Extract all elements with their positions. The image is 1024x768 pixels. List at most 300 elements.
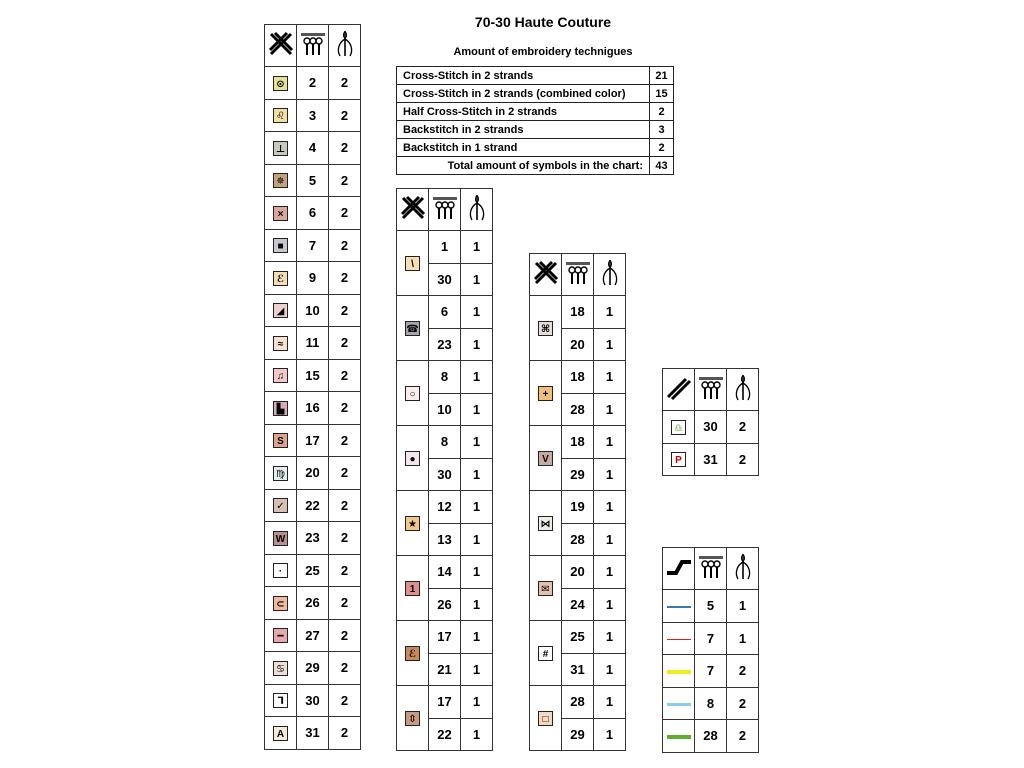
thread-number: 21 bbox=[429, 653, 461, 686]
header-cell bbox=[663, 369, 695, 411]
page-title: 70-30 Haute Couture bbox=[474, 14, 612, 30]
symbol-cell bbox=[265, 392, 297, 425]
table-row bbox=[397, 426, 493, 459]
strand-count: 2 bbox=[329, 164, 361, 197]
strand-count: 2 bbox=[329, 652, 361, 685]
strand-count: 2 bbox=[329, 619, 361, 652]
symbol-cell bbox=[397, 426, 429, 491]
symbol-cell bbox=[265, 457, 297, 490]
table-row bbox=[265, 457, 361, 490]
symbol-swatch: ♫ bbox=[273, 368, 288, 383]
table-row bbox=[530, 361, 626, 394]
summary-value: 15 bbox=[650, 85, 674, 103]
thread-number: 28 bbox=[695, 720, 727, 753]
thread-number: 8 bbox=[429, 361, 461, 394]
thread-number: 2 bbox=[297, 67, 329, 100]
thread-number: 20 bbox=[562, 556, 594, 589]
thread-spool-icon bbox=[299, 30, 327, 61]
strand-count: 1 bbox=[461, 588, 493, 621]
table-row bbox=[530, 686, 626, 719]
table-row bbox=[663, 590, 759, 623]
header-cell bbox=[297, 25, 329, 67]
thread-number: 13 bbox=[429, 523, 461, 556]
summary-value: 2 bbox=[650, 103, 674, 121]
line-cell bbox=[663, 687, 695, 720]
table-row bbox=[530, 491, 626, 524]
line-cell bbox=[663, 655, 695, 688]
thread-number: 4 bbox=[297, 132, 329, 165]
summary-total-label: Total amount of symbols in the chart: bbox=[397, 157, 650, 175]
header-cell bbox=[695, 548, 727, 590]
thread-number: 14 bbox=[429, 556, 461, 589]
backstitch-line-swatch bbox=[667, 703, 691, 707]
table-row bbox=[265, 132, 361, 165]
table-row bbox=[397, 231, 493, 264]
summary-total-row bbox=[397, 157, 674, 175]
header-cell bbox=[727, 369, 759, 411]
symbol-cell bbox=[265, 652, 297, 685]
thread-number: 8 bbox=[695, 687, 727, 720]
table-row bbox=[265, 587, 361, 620]
symbol-swatch: □ bbox=[538, 711, 553, 726]
symbol-cell bbox=[663, 411, 695, 444]
table-row bbox=[663, 687, 759, 720]
thread-number: 31 bbox=[695, 443, 727, 476]
backstitch-icon bbox=[665, 558, 693, 579]
thread-number: 12 bbox=[429, 491, 461, 524]
symbol-cell bbox=[265, 262, 297, 295]
thread-number: 23 bbox=[297, 522, 329, 555]
symbol-swatch: ☎ bbox=[405, 321, 420, 336]
thread-spool-icon bbox=[564, 259, 592, 290]
symbol-swatch: ✉ bbox=[538, 581, 553, 596]
symbol-swatch: ✓ bbox=[273, 498, 288, 513]
thread-number: 26 bbox=[297, 587, 329, 620]
strand-count: 2 bbox=[329, 359, 361, 392]
summary-row bbox=[397, 121, 674, 139]
strand-count: 2 bbox=[329, 717, 361, 750]
symbol-cell bbox=[265, 132, 297, 165]
thread-number: 20 bbox=[297, 457, 329, 490]
symbol-swatch: ♋ bbox=[273, 661, 288, 676]
summary-row bbox=[397, 67, 674, 85]
symbol-cell bbox=[397, 686, 429, 751]
symbol-swatch: ■ bbox=[273, 238, 288, 253]
strand-count: 1 bbox=[594, 361, 626, 394]
table-row bbox=[397, 621, 493, 654]
thread-number: 5 bbox=[695, 590, 727, 623]
header-cell bbox=[594, 254, 626, 296]
symbol-swatch: ♎ bbox=[671, 420, 686, 435]
thread-number: 3 bbox=[297, 99, 329, 132]
table-row bbox=[530, 296, 626, 329]
strand-count: 2 bbox=[329, 67, 361, 100]
symbol-swatch: V bbox=[538, 451, 553, 466]
table-row bbox=[397, 296, 493, 329]
strand-count: 1 bbox=[461, 491, 493, 524]
thread-number: 25 bbox=[297, 554, 329, 587]
symbol-cell bbox=[265, 717, 297, 750]
thread-number: 18 bbox=[562, 296, 594, 329]
symbol-cell bbox=[265, 99, 297, 132]
symbol-swatch: ⊥ bbox=[273, 141, 288, 156]
symbol-swatch: ⋈ bbox=[538, 516, 553, 531]
symbol-cell bbox=[265, 359, 297, 392]
symbol-cell bbox=[530, 621, 562, 686]
combined-cross-stitch-table-b bbox=[529, 253, 626, 751]
symbol-swatch: ♌ bbox=[273, 108, 288, 123]
needle-icon bbox=[466, 193, 488, 226]
symbol-swatch: ✵ bbox=[273, 173, 288, 188]
symbol-cell bbox=[397, 361, 429, 426]
summary-label: Backstitch in 2 strands bbox=[397, 121, 650, 139]
header-cell bbox=[727, 548, 759, 590]
strand-count: 1 bbox=[727, 590, 759, 623]
thread-number: 31 bbox=[562, 653, 594, 686]
thread-number: 17 bbox=[429, 621, 461, 654]
thread-number: 22 bbox=[429, 718, 461, 751]
summary-value: 3 bbox=[650, 121, 674, 139]
symbol-cell bbox=[530, 426, 562, 491]
strand-count: 1 bbox=[461, 263, 493, 296]
symbol-swatch: × bbox=[273, 206, 288, 221]
symbol-cell bbox=[530, 491, 562, 556]
strand-count: 1 bbox=[594, 296, 626, 329]
thread-number: 20 bbox=[562, 328, 594, 361]
strand-count: 2 bbox=[727, 687, 759, 720]
backstitch-line-swatch bbox=[667, 735, 691, 739]
table-row bbox=[397, 491, 493, 524]
header-cell bbox=[562, 254, 594, 296]
strand-count: 2 bbox=[329, 99, 361, 132]
symbol-swatch: P bbox=[671, 452, 686, 467]
symbol-cell bbox=[397, 491, 429, 556]
thread-number: 1 bbox=[429, 231, 461, 264]
thread-number: 28 bbox=[562, 393, 594, 426]
thread-number: 17 bbox=[297, 424, 329, 457]
thread-number: 18 bbox=[562, 426, 594, 459]
thread-number: 5 bbox=[297, 164, 329, 197]
strand-count: 2 bbox=[329, 587, 361, 620]
strand-count: 1 bbox=[727, 622, 759, 655]
strand-count: 1 bbox=[461, 523, 493, 556]
needle-icon bbox=[334, 29, 356, 62]
thread-number: 25 bbox=[562, 621, 594, 654]
table-header bbox=[663, 548, 759, 590]
symbol-swatch: A bbox=[273, 726, 288, 741]
strand-count: 1 bbox=[461, 361, 493, 394]
symbol-cell bbox=[265, 554, 297, 587]
symbol-cell bbox=[397, 621, 429, 686]
strand-count: 2 bbox=[329, 392, 361, 425]
summary-label: Cross-Stitch in 2 strands bbox=[397, 67, 650, 85]
strand-count: 2 bbox=[329, 229, 361, 262]
symbol-swatch: ♍ bbox=[273, 466, 288, 481]
table-row bbox=[397, 686, 493, 719]
strand-count: 1 bbox=[461, 653, 493, 686]
symbol-swatch: ◢ bbox=[273, 303, 288, 318]
needle-icon bbox=[599, 258, 621, 291]
strand-count: 2 bbox=[329, 424, 361, 457]
table-row bbox=[265, 554, 361, 587]
header-cell bbox=[530, 254, 562, 296]
strand-count: 2 bbox=[329, 489, 361, 522]
strand-count: 2 bbox=[329, 294, 361, 327]
strand-count: 1 bbox=[594, 588, 626, 621]
strand-count: 1 bbox=[461, 426, 493, 459]
strand-count: 1 bbox=[594, 523, 626, 556]
strand-count: 1 bbox=[594, 556, 626, 589]
symbol-swatch: W bbox=[273, 531, 288, 546]
symbol-cell bbox=[265, 229, 297, 262]
cross-stitch-icon bbox=[400, 195, 426, 224]
strand-count: 1 bbox=[461, 296, 493, 329]
strand-count: 2 bbox=[727, 411, 759, 444]
symbol-cell bbox=[265, 424, 297, 457]
strand-count: 1 bbox=[594, 686, 626, 719]
strand-count: 1 bbox=[461, 556, 493, 589]
table-row bbox=[265, 424, 361, 457]
symbol-swatch: ★ bbox=[405, 516, 420, 531]
header-cell bbox=[461, 189, 493, 231]
strand-count: 2 bbox=[329, 132, 361, 165]
header-cell bbox=[329, 25, 361, 67]
strand-count: 2 bbox=[329, 457, 361, 490]
thread-number: 17 bbox=[429, 686, 461, 719]
table-row bbox=[265, 99, 361, 132]
thread-number: 6 bbox=[429, 296, 461, 329]
symbol-cell bbox=[265, 164, 297, 197]
strand-count: 1 bbox=[594, 458, 626, 491]
table-row bbox=[663, 443, 759, 476]
symbol-swatch: # bbox=[538, 646, 553, 661]
thread-number: 7 bbox=[297, 229, 329, 262]
thread-number: 30 bbox=[429, 263, 461, 296]
thread-number: 10 bbox=[297, 294, 329, 327]
table-row bbox=[265, 717, 361, 750]
thread-number: 9 bbox=[297, 262, 329, 295]
symbol-cell bbox=[265, 67, 297, 100]
strand-count: 1 bbox=[461, 718, 493, 751]
thread-number: 10 bbox=[429, 393, 461, 426]
backstitch-table bbox=[662, 547, 759, 753]
thread-number: 7 bbox=[695, 622, 727, 655]
strand-count: 2 bbox=[727, 720, 759, 753]
thread-number: 29 bbox=[562, 718, 594, 751]
symbol-cell bbox=[397, 556, 429, 621]
table-row bbox=[265, 522, 361, 555]
symbol-cell bbox=[265, 522, 297, 555]
strand-count: 2 bbox=[329, 684, 361, 717]
summary-label: Backstitch in 1 strand bbox=[397, 139, 650, 157]
symbol-swatch: ⊂ bbox=[273, 596, 288, 611]
table-row bbox=[265, 359, 361, 392]
summary-table bbox=[396, 66, 674, 175]
table-row bbox=[265, 619, 361, 652]
table-row bbox=[663, 655, 759, 688]
symbol-cell bbox=[530, 361, 562, 426]
symbol-swatch: ≈ bbox=[273, 336, 288, 351]
strand-count: 1 bbox=[594, 426, 626, 459]
strand-count: 1 bbox=[461, 393, 493, 426]
table-header bbox=[530, 254, 626, 296]
thread-number: 22 bbox=[297, 489, 329, 522]
thread-number: 7 bbox=[695, 655, 727, 688]
symbol-swatch: ○ bbox=[405, 386, 420, 401]
symbol-cell bbox=[265, 619, 297, 652]
line-cell bbox=[663, 720, 695, 753]
symbol-cell bbox=[265, 587, 297, 620]
thread-number: 24 bbox=[562, 588, 594, 621]
table-header bbox=[265, 25, 361, 67]
thread-number: 6 bbox=[297, 197, 329, 230]
strand-count: 1 bbox=[594, 491, 626, 524]
summary-value: 21 bbox=[650, 67, 674, 85]
table-row bbox=[530, 426, 626, 459]
thread-number: 15 bbox=[297, 359, 329, 392]
strand-count: 1 bbox=[594, 653, 626, 686]
thread-number: 29 bbox=[297, 652, 329, 685]
thread-number: 26 bbox=[429, 588, 461, 621]
table-row bbox=[265, 392, 361, 425]
strand-count: 1 bbox=[461, 621, 493, 654]
thread-number: 16 bbox=[297, 392, 329, 425]
thread-number: 30 bbox=[695, 411, 727, 444]
symbol-swatch: \ bbox=[405, 256, 420, 271]
symbol-swatch: ℰ bbox=[273, 271, 288, 286]
strand-count: 2 bbox=[727, 443, 759, 476]
table-row bbox=[265, 164, 361, 197]
strand-count: 2 bbox=[329, 554, 361, 587]
thread-number: 28 bbox=[562, 686, 594, 719]
thread-spool-icon bbox=[431, 194, 459, 225]
thread-number: 19 bbox=[562, 491, 594, 524]
table-row bbox=[397, 556, 493, 589]
header-cell bbox=[663, 548, 695, 590]
table-row bbox=[530, 556, 626, 589]
thread-number: 30 bbox=[429, 458, 461, 491]
half-cross-stitch-table bbox=[662, 368, 759, 476]
backstitch-line-swatch bbox=[667, 606, 691, 608]
thread-number: 28 bbox=[562, 523, 594, 556]
thread-number: 11 bbox=[297, 327, 329, 360]
symbol-swatch: ● bbox=[405, 451, 420, 466]
page-subtitle: Amount of embroidery technigues bbox=[453, 46, 633, 58]
thread-number: 30 bbox=[297, 684, 329, 717]
symbol-cell bbox=[530, 296, 562, 361]
combined-cross-stitch-table-a bbox=[396, 188, 493, 751]
symbol-swatch: ⊙ bbox=[273, 76, 288, 91]
strand-count: 2 bbox=[329, 262, 361, 295]
thread-number: 27 bbox=[297, 619, 329, 652]
thread-number: 8 bbox=[429, 426, 461, 459]
summary-label: Half Cross-Stitch in 2 strands bbox=[397, 103, 650, 121]
table-row bbox=[663, 411, 759, 444]
summary-row bbox=[397, 139, 674, 157]
summary-row bbox=[397, 103, 674, 121]
strand-count: 1 bbox=[461, 328, 493, 361]
table-row bbox=[265, 684, 361, 717]
symbol-swatch: S bbox=[273, 433, 288, 448]
strand-count: 1 bbox=[461, 458, 493, 491]
symbol-swatch: ━ bbox=[273, 628, 288, 643]
strand-count: 1 bbox=[594, 393, 626, 426]
symbol-cell bbox=[663, 443, 695, 476]
summary-total-value: 43 bbox=[650, 157, 674, 175]
thread-number: 18 bbox=[562, 361, 594, 394]
symbol-swatch: ⌘ bbox=[538, 321, 553, 336]
symbol-swatch: ▙ bbox=[273, 401, 288, 416]
cross-stitch-icon bbox=[533, 260, 559, 289]
strand-count: 1 bbox=[594, 718, 626, 751]
backstitch-line-swatch bbox=[667, 670, 691, 674]
table-row bbox=[265, 197, 361, 230]
thread-number: 29 bbox=[562, 458, 594, 491]
strand-count: 2 bbox=[727, 655, 759, 688]
table-header bbox=[663, 369, 759, 411]
table-row bbox=[397, 361, 493, 394]
table-header bbox=[397, 189, 493, 231]
symbol-cell bbox=[265, 489, 297, 522]
summary-value: 2 bbox=[650, 139, 674, 157]
strand-count: 1 bbox=[594, 621, 626, 654]
strand-count: 1 bbox=[461, 686, 493, 719]
strand-count: 2 bbox=[329, 327, 361, 360]
backstitch-line-swatch bbox=[667, 639, 691, 641]
table-row bbox=[265, 229, 361, 262]
thread-number: 31 bbox=[297, 717, 329, 750]
needle-icon bbox=[732, 552, 754, 585]
line-cell bbox=[663, 622, 695, 655]
strand-count: 1 bbox=[594, 328, 626, 361]
summary-row bbox=[397, 85, 674, 103]
symbol-cell bbox=[530, 686, 562, 751]
symbol-swatch: ℰ bbox=[405, 646, 420, 661]
symbol-cell bbox=[265, 197, 297, 230]
table-row bbox=[265, 489, 361, 522]
cross-stitch-icon bbox=[268, 31, 294, 60]
symbol-swatch: 1 bbox=[405, 581, 420, 596]
symbol-swatch: ⅂ bbox=[273, 693, 288, 708]
symbol-cell bbox=[265, 294, 297, 327]
thread-spool-icon bbox=[697, 553, 725, 584]
symbol-cell bbox=[265, 327, 297, 360]
strand-count: 1 bbox=[461, 231, 493, 264]
thread-spool-icon bbox=[697, 374, 725, 405]
symbol-swatch: + bbox=[538, 386, 553, 401]
table-row bbox=[530, 621, 626, 654]
cross-stitch-table bbox=[264, 24, 361, 750]
header-cell bbox=[695, 369, 727, 411]
symbol-cell bbox=[397, 231, 429, 296]
symbol-cell bbox=[265, 684, 297, 717]
thread-number: 23 bbox=[429, 328, 461, 361]
strand-count: 2 bbox=[329, 522, 361, 555]
needle-icon bbox=[732, 373, 754, 406]
table-row bbox=[265, 294, 361, 327]
table-row bbox=[663, 720, 759, 753]
half-cross-stitch-icon bbox=[666, 375, 692, 404]
symbol-cell bbox=[397, 296, 429, 361]
summary-label: Cross-Stitch in 2 strands (combined color) bbox=[397, 85, 650, 103]
symbol-cell bbox=[530, 556, 562, 621]
line-cell bbox=[663, 590, 695, 623]
header-cell bbox=[397, 189, 429, 231]
header-cell bbox=[265, 25, 297, 67]
table-row bbox=[265, 262, 361, 295]
table-row bbox=[663, 622, 759, 655]
header-cell bbox=[429, 189, 461, 231]
